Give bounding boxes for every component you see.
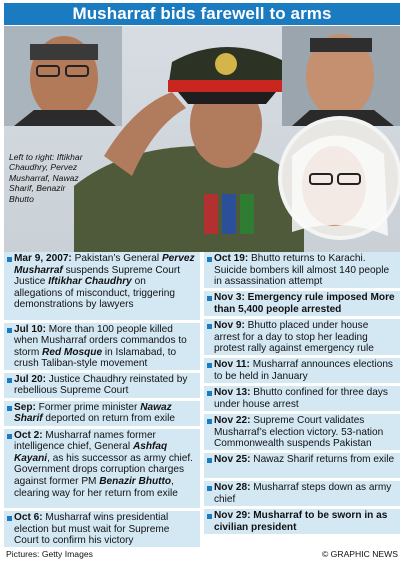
event-date: Nov 25:	[214, 454, 251, 465]
event-oct19	[204, 252, 400, 288]
caption-line: Left to right: Iftikhar	[9, 152, 83, 162]
event-text: Musharraf announces elections to be held in January	[214, 359, 393, 382]
event-text: Nawaz Sharif returns from exile	[250, 454, 395, 465]
event-date: Jul 20:	[14, 373, 46, 385]
event-text: Supreme Court validates Musharraf’s election victory. 53-nation Commonwealth suspends Pakistan	[214, 415, 384, 450]
event-text: Emergency rule imposed More than 5,400 people arrested	[214, 292, 395, 315]
event-text: Musharraf to be sworn in as civilian president	[214, 510, 388, 533]
event-text-part: Former prime minister	[35, 401, 141, 413]
event-text-part: deported on return from exile	[42, 413, 176, 425]
event-nov22	[204, 414, 400, 450]
event-text: Musharraf steps down as army chief	[214, 482, 392, 505]
caption-line: Musharraf, Nawaz	[9, 172, 79, 183]
event-text-part: , clearing way for her return from exile	[14, 476, 178, 499]
event-nov29	[204, 509, 400, 534]
event-date: Oct 2:	[14, 429, 43, 441]
event-nov9	[204, 319, 400, 355]
caption-line: Chaudhry, Pervez	[9, 162, 78, 173]
timeline-right-column	[204, 252, 400, 547]
event-text-part: Musharraf names former intelligence chief, General	[14, 429, 156, 453]
event-nov28	[204, 481, 400, 506]
event-date: Nov 11:	[214, 359, 250, 370]
event-date: Oct 6:	[14, 512, 43, 523]
event-oct2	[4, 429, 200, 508]
event-text-part: , as his successor as army chief. Government drops corruption charges against former PM	[14, 452, 193, 488]
event-date: Mar 9, 2007:	[14, 253, 72, 264]
event-text-part: on allegations of misconduct, triggering demonstrations by lawyers	[14, 276, 176, 311]
photo-credit: Pictures: Getty Images	[6, 549, 93, 559]
event-date: Nov 29:	[214, 510, 251, 521]
graphic-frame	[4, 3, 400, 562]
timeline	[4, 252, 400, 547]
event-name-bold: Iftikhar Chaudhry	[48, 276, 132, 288]
event-text-part: in Islamabad, to crush Taliban-style movement	[14, 346, 177, 370]
copyright-credit: © GRAPHIC NEWS	[321, 549, 398, 559]
timeline-left-column	[4, 252, 200, 547]
event-name-bold: Red Mosque	[42, 346, 103, 358]
event-text-part: suspends Supreme Court Justice	[14, 264, 181, 288]
photo-caption	[9, 152, 114, 204]
event-date: Sep:	[14, 401, 36, 413]
event-name-bold: Pervez Musharraf	[14, 253, 195, 276]
event-sep	[4, 401, 200, 426]
event-text-part: Pakistan’s General	[71, 253, 162, 264]
event-nov11	[204, 358, 400, 383]
event-text: Bhutto returns to Karachi. Suicide bombers kill almost 140 people in assassination attempt	[214, 253, 390, 288]
event-text: Musharraf wins presidential election but must wait for Supreme Court to confirm his victory	[14, 512, 170, 547]
event-date: Nov 9:	[214, 320, 245, 331]
event-date: Oct 19:	[214, 253, 249, 264]
event-nov13	[204, 386, 400, 411]
event-date: Nov 13:	[214, 387, 251, 398]
event-nov25	[204, 453, 400, 478]
event-text-part: More than 100 people killed when Musharraf orders commandos to storm	[14, 323, 187, 358]
event-jul20	[4, 373, 200, 398]
event-text: Bhutto placed under house arrest for a day to stop her leading protest rally against emergency rule	[214, 320, 374, 355]
footer	[6, 547, 398, 561]
event-name-bold: Ashfaq Kayani	[14, 441, 168, 464]
event-date: Nov 28:	[214, 482, 251, 493]
event-nov3	[204, 291, 400, 316]
event-text	[14, 402, 175, 425]
headline-banner: Musharraf bids farewell to arms	[4, 3, 400, 25]
event-text: Bhutto confined for three days under house arrest	[214, 387, 388, 410]
event-name-bold: Benazir Bhutto	[99, 476, 172, 488]
event-name-bold: Nawaz Sharif	[14, 401, 172, 425]
photo-collage	[4, 26, 400, 252]
event-date: Nov 3:	[214, 292, 245, 303]
caption-line: Bhutto	[9, 193, 34, 204]
event-jul10	[4, 323, 200, 370]
caption-line: Sharif, Benazir	[9, 183, 66, 194]
event-date: Nov 22:	[214, 415, 251, 426]
event-text: Justice Chaudhry reinstated by rebellious Supreme Court	[14, 373, 188, 397]
event-oct6	[4, 511, 200, 547]
event-mar9	[4, 252, 200, 320]
photo-collage-illustration	[4, 26, 400, 252]
event-date: Jul 10:	[14, 323, 46, 335]
